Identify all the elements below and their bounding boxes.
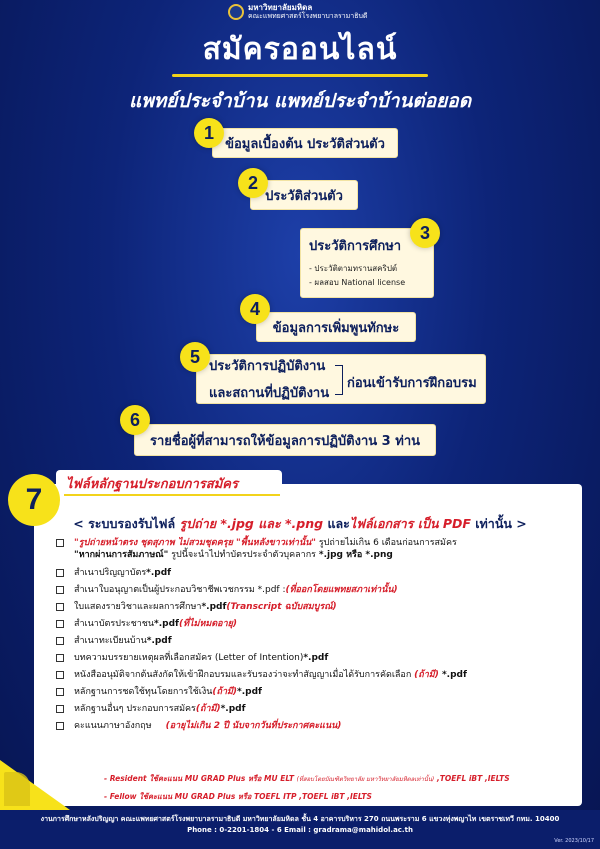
photo-requirement: "รูปถ่ายหน้าตรง ชุดสุภาพ ไม่สวมชุดครุย "พื้นหลังขาวเท่านั้น" <box>74 538 316 548</box>
other-note: (ถ้ามี) <box>195 704 221 714</box>
step-3-sub-2: - ผลสอบ National license <box>309 278 406 287</box>
documents-heading: ไฟล์หลักฐานประกอบการสมัคร <box>56 470 282 496</box>
footer <box>0 810 600 849</box>
document-checklist <box>56 537 574 737</box>
photo-usage: รูปนี้จะนำไปทำบัตรประจำตัวบุคลากร <box>168 550 319 560</box>
checkbox-icon <box>56 705 64 713</box>
list-item <box>56 686 574 703</box>
step-1-box <box>212 128 398 158</box>
repay-ext: *.pdf <box>237 687 262 697</box>
list-item <box>56 720 574 737</box>
resident-score-small: (ที่สอบโดยบัณฑิตวิทยาลัย มหาวิทยาลัยมหิดลเท่านั้น) <box>296 776 435 783</box>
step-6-label: รายชื่อผู้ที่สามารถให้ข้อมูลการปฏิบัติงาน 3 ท่าน <box>149 433 421 449</box>
id-card-note: (ที่ไม่หมดอายุ) <box>178 619 238 629</box>
step-3-label: ประวัติการศึกษา <box>309 239 402 254</box>
house-reg-ext: *.pdf <box>146 636 172 646</box>
step-2-number: 2 <box>238 168 268 198</box>
figure-decoration-icon <box>4 772 30 806</box>
english-label: คะแนนภาษาอังกฤษ <box>74 721 152 731</box>
version-label: Ver. 2023/10/17 <box>554 838 594 844</box>
step-5-side-label: ก่อนเข้ารับการฝึกอบรม <box>347 376 477 391</box>
checkbox-icon <box>56 569 64 577</box>
title-underline <box>172 74 428 77</box>
degree-label: สำเนาปริญญาบัตร <box>74 568 147 578</box>
step-5-box <box>196 354 486 404</box>
documents-heading-underline <box>64 494 280 496</box>
footer-address: งานการศึกษาหลังปริญญา คณะแพทยศาสตร์โรงพยาบาลรามาธิบดี มหาวิทยาลัยมหิดล ชั้น 4 อาคารบริหาร 270 ถนนพระราม 6 แขวงทุ่งพญาไท เขตราชเทวี กทม. 10400 <box>40 815 560 823</box>
photo-age: รูปถ่ายไม่เกิน 6 เดือนก่อนการสมัคร <box>315 538 457 548</box>
list-item <box>56 537 574 567</box>
list-item <box>56 618 574 635</box>
license-note: (ที่ออกโดยแพทยสภาเท่านั้น) <box>285 585 398 595</box>
transcript-note: (Transcript ฉบับสมบูรณ์) <box>226 602 337 612</box>
transcript-ext: *.pdf <box>201 602 227 612</box>
step-6-box <box>134 424 436 456</box>
checkbox-icon <box>56 539 64 547</box>
repay-label: หลักฐานการชดใช้ทุนโดยการใช้เงิน <box>74 687 213 697</box>
intent-ext: *.pdf <box>303 653 329 663</box>
english-note: (อายุไม่เกิน 2 ปี นับจากวันที่ประกาศคะแนน) <box>165 721 342 731</box>
page-subtitle: แพทย์ประจำบ้าน แพทย์ประจำบ้านต่อยอด <box>128 90 472 112</box>
step-5-label-a: ประวัติการปฏิบัติงาน <box>209 359 326 374</box>
other-ext: *.pdf <box>220 704 246 714</box>
step-5-label-b: และสถานที่ปฏิบัติงาน <box>209 386 330 401</box>
degree-ext: *.pdf <box>146 568 172 578</box>
checkbox-icon <box>56 603 64 611</box>
checkbox-icon <box>56 586 64 594</box>
house-reg-label: สำเนาทะเบียนบ้าน <box>74 636 147 646</box>
checkbox-icon <box>56 637 64 645</box>
resident-score-text: - Resident ใช้คะแนน MU GRAD Plus หรือ MU ELT <box>104 774 297 783</box>
accept-suffix: เท่านั้น > <box>470 516 527 531</box>
checkbox-icon <box>56 722 64 730</box>
approval-label: หนังสืออนุมัติจากต้นสังกัดให้เข้าฝึกอบรมและรับรองว่าจะทำสัญญาเมื่อได้รับการคัดเลือก <box>74 670 415 680</box>
university-seal-icon <box>228 4 244 20</box>
checkbox-icon <box>56 620 64 628</box>
accept-image-types: รูปถ่าย *.jpg และ *.png <box>179 516 324 531</box>
other-label: หลักฐานอื่นๆ ประกอบการสมัคร <box>74 704 196 714</box>
list-item <box>56 567 574 584</box>
photo-ext: *.jpg หรือ *.png <box>318 550 393 560</box>
approval-ext: *.pdf <box>438 670 467 680</box>
logo-line1: มหาวิทยาลัยมหิดล <box>248 3 313 12</box>
fellow-score-note: - Fellow ใช้คะแนน MU GRAD Plus หรือ TOEFL ITP ,TOEFL iBT ,IELTS <box>104 792 372 801</box>
step-1-label: ข้อมูลเบื้องต้น ประวัติส่วนตัว <box>225 136 385 152</box>
step-2-label: ประวัติส่วนตัว <box>265 188 343 204</box>
logo <box>228 4 367 20</box>
list-item <box>56 584 574 601</box>
list-item <box>56 635 574 652</box>
step-3-number: 3 <box>410 218 440 248</box>
step-6-number: 6 <box>120 405 150 435</box>
step-4-number: 4 <box>240 294 270 324</box>
resident-score-tail: ,TOEFL iBT ,IELTS <box>434 774 510 783</box>
step-1-number: 1 <box>194 118 224 148</box>
checkbox-icon <box>56 688 64 696</box>
footer-contact: Phone : 0-2201-1804 - 6 Email : gradrama@mahidol.ac.th <box>187 826 413 834</box>
approval-note: (ถ้ามี) <box>414 670 439 680</box>
repay-note: (ถ้ามี) <box>212 687 238 697</box>
accepted-file-types <box>0 514 600 534</box>
checkbox-icon <box>56 654 64 662</box>
logo-line2: คณะแพทยศาสตร์โรงพยาบาลรามาธิบดี <box>248 12 368 20</box>
step-5-number: 5 <box>180 342 210 372</box>
step-5-bracket <box>335 365 343 395</box>
license-label: สำเนาใบอนุญาตเป็นผู้ประกอบวิชาชีพเวชกรรม *.pdf : <box>74 585 286 595</box>
id-card-label: สำเนาบัตรประชาชน <box>74 619 155 629</box>
step-7-number: 7 <box>8 474 60 526</box>
accept-prefix: < ระบบรองรับไฟล์ <box>73 516 180 531</box>
list-item <box>56 703 574 720</box>
step-4-label: ข้อมูลการเพิ่มพูนทักษะ <box>272 320 400 336</box>
accept-pdf: ไฟล์เอกสาร เป็น PDF <box>349 516 471 531</box>
step-4-box <box>256 312 416 342</box>
resident-score-note <box>104 773 510 785</box>
intent-label: บทความบรรยายเหตุผลที่เลือกสมัคร (Letter of Intention) <box>74 653 304 663</box>
accept-mid: และ <box>323 516 350 531</box>
checkbox-icon <box>56 671 64 679</box>
list-item <box>56 669 574 686</box>
photo-interview: "หากผ่านการสัมภาษณ์" <box>74 550 169 560</box>
list-item <box>56 601 574 618</box>
id-card-ext: *.pdf <box>154 619 179 629</box>
transcript-label: ใบแสดงรายวิชาและผลการศึกษา <box>74 602 202 612</box>
step-3-sub-1: - ประวัติตามทรานสคริปต์ <box>309 264 398 273</box>
page-title: สมัครออนไลน์ <box>202 32 398 67</box>
list-item <box>56 652 574 669</box>
